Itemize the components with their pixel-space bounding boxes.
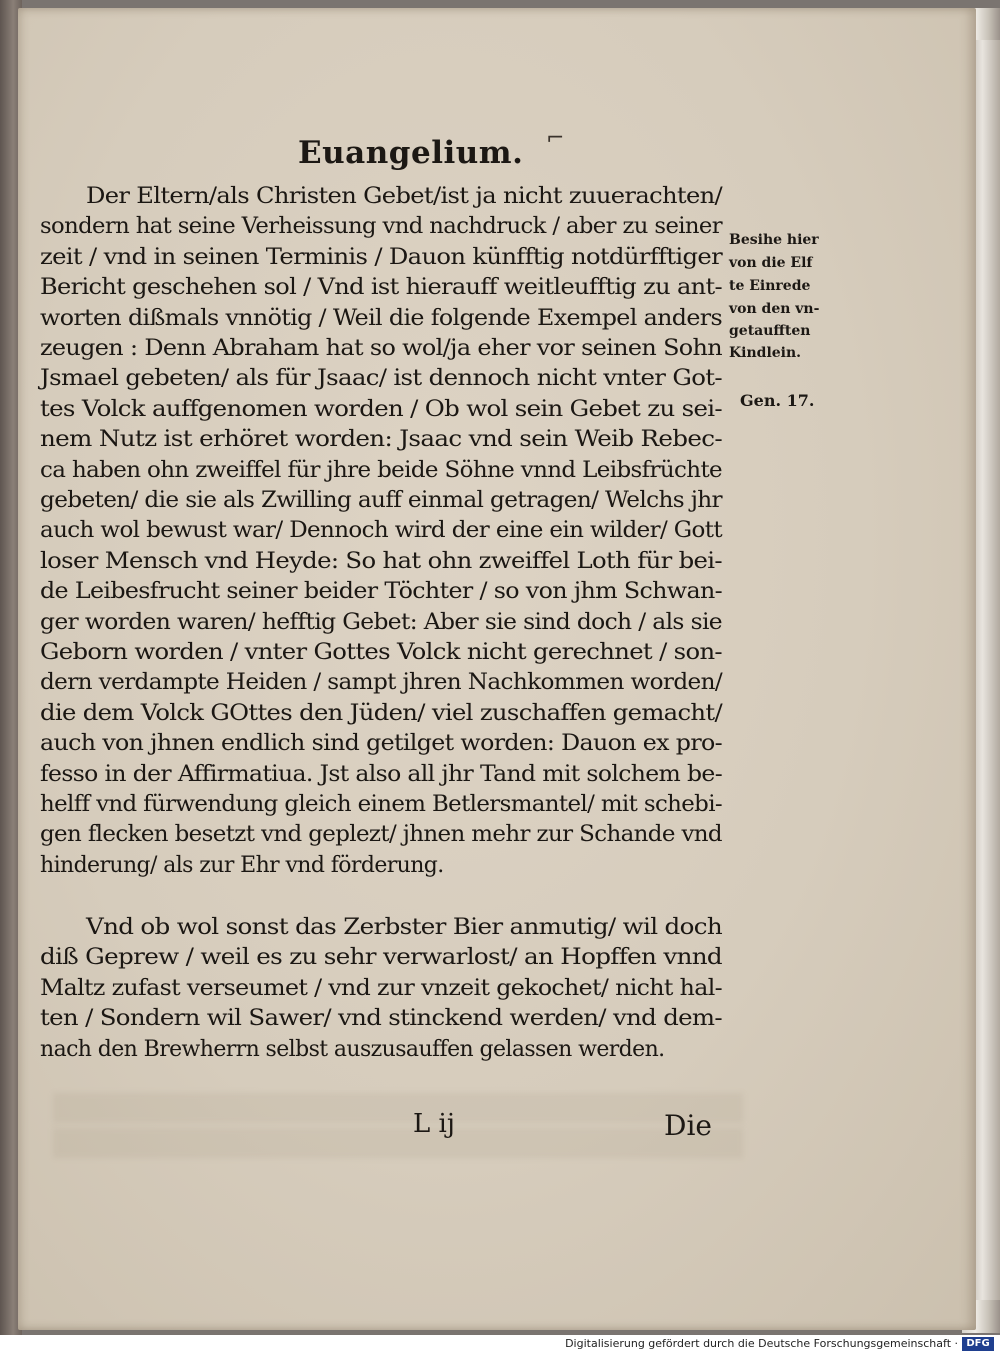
text-line: Vnd ob wol sonst das Zerbster Bier anmutig/ wil doch	[86, 915, 722, 940]
show-through	[53, 1128, 743, 1158]
text-line: Geborn worden / vnter Gottes Volck nicht gerechnet / son-	[40, 640, 722, 665]
catchword: Die	[664, 1109, 712, 1142]
text-line: fesso in der Affirmatiua. Jst also all jhr Tand mit solchem be-	[40, 761, 722, 787]
margin-note-line: von die Elf	[729, 255, 813, 271]
signature-mark: L ij	[413, 1109, 455, 1139]
text-line: zeit / vnd in seinen Terminis / Dauon künfftig notdürfftiger	[40, 244, 722, 270]
margin-note-line: getaufften	[729, 323, 811, 339]
text-line: auch von jhnen endlich sind getilget worden: Dauon ex pro-	[40, 731, 722, 757]
text-line: helff vnd fürwendung gleich einem Betlersmantel/ mit schebi-	[40, 792, 722, 817]
margin-note-line: Gen. 17.	[740, 391, 815, 410]
text-line: loser Mensch vnd Heyde: So hat ohn zweiffel Loth für bei-	[40, 548, 722, 574]
text-line: sondern hat seine Verheissung vnd nachdruck / aber zu seiner	[40, 214, 722, 240]
text-line: worten dißmals vnnötig / Weil die folgende Exempel anders	[40, 305, 722, 331]
page-heading: Euangelium.	[298, 135, 524, 171]
margin-note-line: te Einrede	[729, 278, 811, 294]
text-line: Maltz zufast verseumet / vnd zur vnzeit gekochet/ nicht hal-	[40, 975, 722, 1001]
text-line: Bericht geschehen sol / Vnd ist hierauff weitleufftig zu ant-	[40, 275, 722, 301]
margin-note-line: von den vn-	[729, 301, 820, 317]
text-line: dern verdampte Heiden / sampt jhren Nachkommen worden/	[40, 670, 722, 696]
text-line: auch wol bewust war/ Dennoch wird der eine ein wilder/ Gott	[40, 518, 723, 544]
text-line: ca haben ohn zweiffel für jhre beide Söhne vnnd Leibsfrüchte	[40, 457, 722, 483]
printer-mark: ⌐	[546, 126, 565, 151]
show-through	[53, 1093, 743, 1123]
text-line: Jsmael gebeten/ als für Jsaac/ ist dennoch nicht vnter Got-	[40, 366, 723, 392]
text-line: nem Nutz ist erhöret worden: Jsaac vnd sein Weib Rebec-	[40, 427, 722, 453]
text-line: zeugen : Denn Abraham hat so wol/ja eher vor seinen Sohn	[40, 336, 722, 361]
text-line: diß Geprew / weil es zu sehr verwarlost/ an Hopffen vnnd	[40, 945, 722, 971]
text-line: hinderung/ als zur Ehr vnd förderung.	[40, 852, 444, 878]
text-line: gebeten/ die sie als Zwilling auff einmal getragen/ Welchs jhr	[40, 488, 723, 513]
text-line: Der Eltern/als Christen Gebet/ist ja nicht zuuerachten/	[86, 184, 722, 209]
text-line: ten / Sondern wil Sawer/ vnd stinckend werden/ vnd dem-	[40, 1006, 722, 1032]
text-line: tes Volck auffgenomen worden / Ob wol sein Gebet zu sei-	[40, 396, 722, 422]
text-line: ger worden waren/ hefftig Gebet: Aber sie sind doch / als sie	[40, 609, 722, 635]
text-line: gen flecken besetzt vnd geplezt/ jhnen mehr zur Schande vnd	[40, 822, 722, 848]
credit-text: Digitalisierung gefördert durch die Deutsche Forschungsgemeinschaft ·	[565, 1337, 958, 1350]
text-line: de Leibesfrucht seiner beider Töchter / so von jhm Schwan-	[40, 579, 722, 605]
margin-note-line: Kindlein.	[729, 345, 802, 361]
text-line: die dem Volck GOttes den Jüden/ viel zuschaffen gemacht/	[40, 700, 722, 726]
margin-note-line: Besihe hier	[729, 232, 819, 248]
text-line: nach den Brewherrn selbst auszusauffen gelassen werden.	[40, 1036, 665, 1062]
dfg-logo: DFG	[962, 1337, 994, 1351]
